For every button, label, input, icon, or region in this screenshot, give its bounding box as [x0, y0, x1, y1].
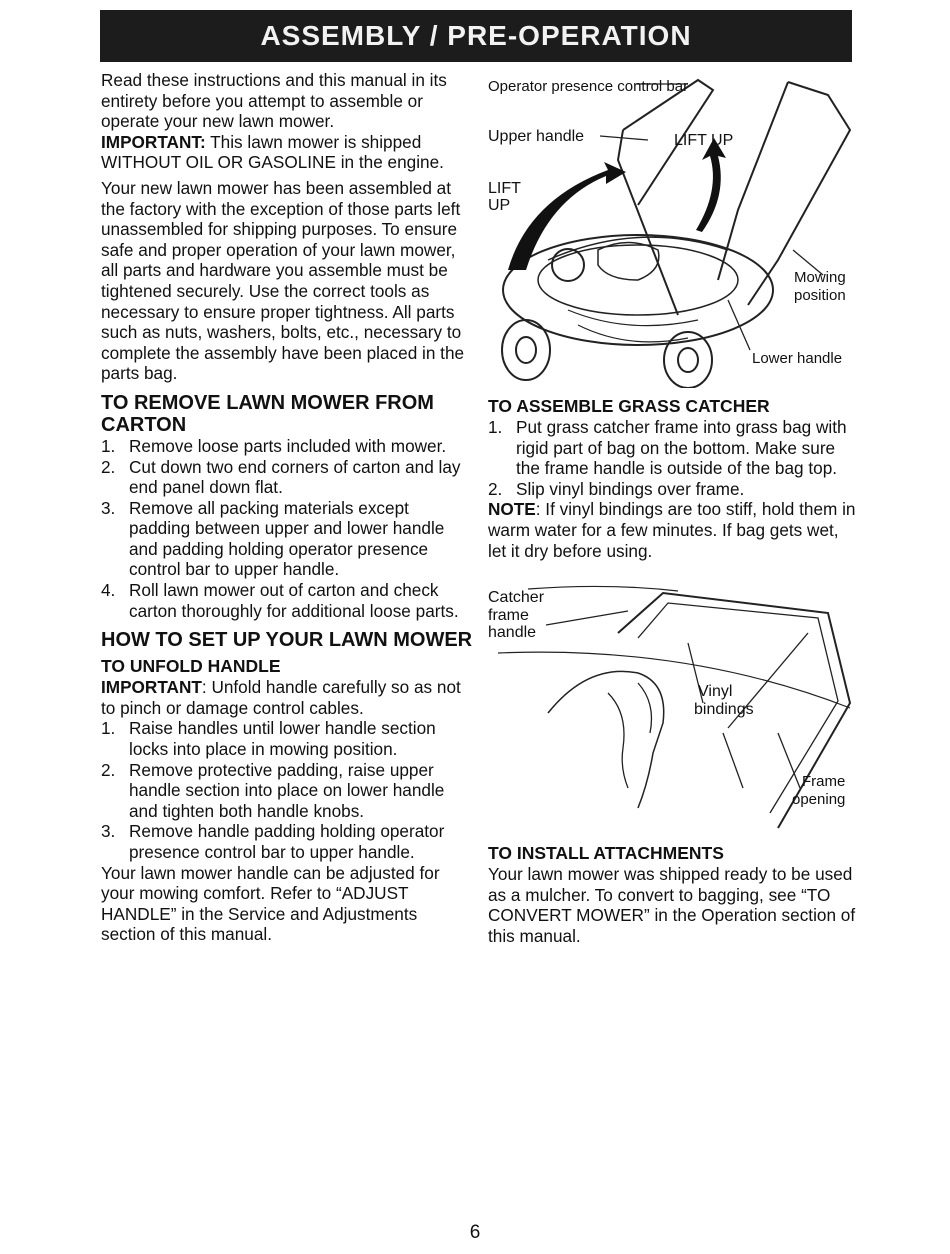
setup-heading: HOW TO SET UP YOUR LAWN MOWER	[101, 629, 473, 652]
handle-label: handle	[488, 624, 537, 642]
list-item: 4. Roll lawn mower out of carton and check carton thoroughly for additional loose parts.	[101, 580, 459, 621]
up-left-label: UP	[488, 197, 511, 214]
vinyl-label: Vinyl	[698, 683, 733, 701]
list-item: 2. Remove protective padding, raise upper handle section into place on lower handle and tighten both handle knobs.	[101, 759, 445, 821]
list-item: 2. Slip vinyl bindings over frame.	[488, 478, 745, 499]
mower-handle-figure	[488, 70, 860, 388]
important-label: IMPORTANT:	[101, 131, 206, 152]
important-text: : Unfold handle carefully so as not to pinch or damage control cables.	[101, 677, 461, 718]
list-item: 1. Raise handles until lower handle section locks into place in mowing position.	[101, 718, 436, 760]
left-column	[101, 70, 473, 945]
important-text: This lawn mower is shipped WITHOUT OIL OR GASOLINE in the engine.	[101, 131, 444, 173]
note-text: : If vinyl bindings are too stiff, hold them in warm water for a few minutes. If bag gets wet, let it dry before using.	[488, 499, 856, 561]
frame-opening-label-1: Frame	[802, 773, 846, 791]
section-title: ASSEMBLY / PRE-OPERATION	[260, 20, 692, 51]
list-item: 1. Remove loose parts included with mower.	[101, 435, 447, 456]
unfold-steps-list	[101, 718, 473, 862]
list-item: 2. Cut down two end corners of carton and lay end panel down flat.	[101, 456, 461, 498]
remove-steps-list	[101, 436, 473, 621]
right-column	[488, 70, 860, 947]
grass-catcher-figure	[488, 583, 860, 838]
frame-opening-label-2: opening	[792, 791, 846, 809]
attachments-paragraph: Your lawn mower was shipped ready to be used as a mulcher. To convert to bagging, see “TO CONVERT MOWER” in the Operation section of this manual.	[488, 864, 856, 946]
remove-heading: TO REMOVE LAWN MOWER FROM CARTON	[101, 391, 434, 436]
mowing-label: Mowing	[794, 269, 846, 286]
catcher-label: Catcher	[488, 589, 545, 607]
important-label: IMPORTANT	[101, 677, 202, 698]
mower-illustration	[488, 70, 860, 388]
lift-up-right-label: LIFT UP	[674, 132, 734, 149]
page-number: 6	[469, 1222, 481, 1243]
important-shipping-note	[101, 132, 473, 173]
intro-paragraph: Read these instructions and this manual in its entirety before you attempt to assemble or operate your new lawn mower.	[101, 70, 447, 132]
grass-catcher-heading: TO ASSEMBLE GRASS CATCHER	[488, 396, 770, 416]
bindings-label: bindings	[694, 701, 754, 719]
note-paragraph	[488, 499, 860, 561]
important-unfold-note	[101, 677, 473, 718]
assembly-paragraph: Your new lawn mower has been assembled at the factory with the exception of those parts left unassembled for shipping purposes. To ensure safe and proper operation of your lawn mower, all parts and hardware you assemble must be tightened securely. Use the correct tools as necessary to ensure proper tightness. All parts such as nuts, washers, bolts, etc., necessary to complete the assembly have been placed in the parts bag.	[101, 177, 465, 384]
list-item: 1. Put grass catcher frame into grass bag with rigid part of bag on the bottom. Make sure the frame handle is outside of the bag top.	[488, 417, 847, 479]
note-label: NOTE	[488, 499, 536, 520]
adjust-handle-paragraph: Your lawn mower handle can be adjusted for your mowing comfort. Refer to “ADJUST HANDLE” in the Service and Adjustments section of this manual.	[101, 862, 440, 945]
upper-handle-label: Upper handle	[488, 128, 585, 145]
unfold-heading: TO UNFOLD HANDLE	[101, 656, 281, 677]
position-label: position	[794, 287, 846, 304]
list-item: 3. Remove handle padding holding operator presence control bar to upper handle.	[101, 821, 445, 862]
list-item: 3. Remove all packing materials except padding between upper and lower handle and padding holding operator presence control bar to upper handle.	[101, 497, 445, 580]
grass-steps-list	[488, 417, 860, 499]
lower-handle-label: Lower handle	[752, 350, 843, 367]
operator-presence-label: Operator presence control bar	[488, 78, 689, 95]
lift-left-label: LIFT	[488, 180, 521, 197]
frame-label: frame	[488, 607, 529, 625]
attachments-heading: TO INSTALL ATTACHMENTS	[488, 843, 724, 864]
section-banner	[100, 10, 852, 62]
